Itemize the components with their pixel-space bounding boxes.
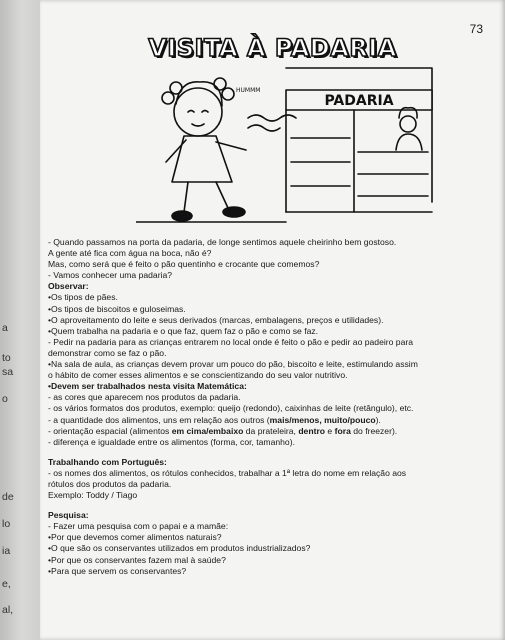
portugues-line: Exemplo: Toddy / Tiago (48, 490, 138, 501)
matematica-line: - diferença e igualdade entre os alimentos (forma, cor, tamanho). (48, 436, 295, 447)
document-body (48, 237, 500, 577)
observar-text: - Pedir na padaria para as crianças entrarem no local onde é feito o pão e pedir ao padeiro para (48, 336, 413, 347)
text-segment: e (325, 425, 335, 436)
matematica-line (48, 415, 500, 426)
margin-fragment: sa (2, 366, 14, 378)
observar-heading: Observar: (48, 281, 89, 292)
text-segment: - a quantidade dos alimentos, uns em relação aos outros ( (48, 414, 270, 425)
bold-segment: fora (334, 425, 351, 436)
observar-text: • Na sala de aula, as crianças devem provar um pouco do pão, biscoito e leite, estimulando assim (48, 359, 500, 370)
portugues-line: - os nomes dos alimentos, os rótulos conhecidos, trabalhar a 1ª letra do nome em relação aos (48, 467, 407, 478)
page-number: 73 (469, 22, 483, 36)
margin-fragment: ia (2, 545, 11, 557)
intro-line: - Quando passamos na porta da padaria, de longe sentimos aquele cheirinho bem gostoso. (48, 237, 397, 247)
text-segment: - orientação espacial (alimentos (48, 425, 172, 436)
page-title: VISITA À PADARIA (148, 34, 397, 62)
observar-text: o hábito de comer esses alimentos e se conscientizando do seu valor nutritivo. (48, 370, 348, 381)
matematica-line (48, 426, 500, 437)
margin-fragment: lo (2, 518, 11, 530)
text-segment: ). (375, 414, 381, 425)
pesquisa-intro: - Fazer uma pesquisa com o papai e a mamãe: (48, 521, 229, 532)
bold-segment: mais/menos, muito/pouco (269, 414, 376, 425)
bakery-illustration (136, 62, 436, 234)
observar-item: • Os tipos de biscoitos e guloseimas. (48, 304, 500, 315)
document-page (40, 0, 505, 640)
bold-segment: em cima/embaixo (171, 425, 244, 436)
margin-fragment: al, (2, 604, 14, 616)
observar-item: • O aproveitamento do leite e seus derivados (marcas, embalagens, preços e utilidades). (48, 315, 500, 326)
pesquisa-item: • O que são os conservantes utilizados em produtos industrializados? (48, 543, 500, 554)
pesquisa-item: • Para que servem os conservantes? (48, 566, 500, 577)
margin-fragment: e, (2, 578, 11, 590)
margin-fragment: de (2, 491, 14, 503)
margin-fragment: to (2, 352, 11, 364)
bakery-sign-text: PADARIA (324, 93, 394, 109)
bold-segment: dentro (298, 425, 326, 436)
observar-text: demonstrar como se faz o pão. (48, 347, 167, 358)
text-segment: da prateleira, (243, 425, 299, 436)
observar-item: • Quem trabalha na padaria e o que faz, quem faz o pão e como se faz. (48, 326, 500, 337)
pesquisa-item: • Por que devemos comer alimentos naturais? (48, 532, 500, 543)
observar-item: • Os tipos de pães. (48, 292, 500, 303)
portugues-heading: Trabalhando com Português: (48, 456, 167, 467)
pesquisa-heading: Pesquisa: (48, 510, 89, 521)
pesquisa-item: • Por que os conservantes fazem mal à saúde? (48, 555, 500, 566)
intro-line: Mas, como será que é feito o pão quentinho e crocante que comemos? (48, 259, 320, 270)
text-segment: do freezer). (350, 425, 398, 436)
matematica-line: - as cores que aparecem nos produtos da padaria. (48, 392, 241, 403)
margin-fragment: o (2, 393, 8, 405)
hmm-sound-text: HUMMM (236, 87, 261, 94)
adjacent-page-strip (0, 0, 40, 640)
matematica-heading: • Devem ser trabalhados nesta visita Matemática: (48, 381, 500, 392)
matematica-line: - os vários formatos dos produtos, exemplo: queijo (redondo), caixinhas de leite (retângulo), etc. (48, 403, 414, 414)
portugues-line: rótulos dos produtos da padaria. (48, 478, 172, 489)
margin-fragment: a (2, 322, 8, 334)
intro-line: A gente até fica com água na boca, não é? (48, 248, 212, 259)
intro-line: - Vamos conhecer uma padaria? (48, 270, 173, 281)
